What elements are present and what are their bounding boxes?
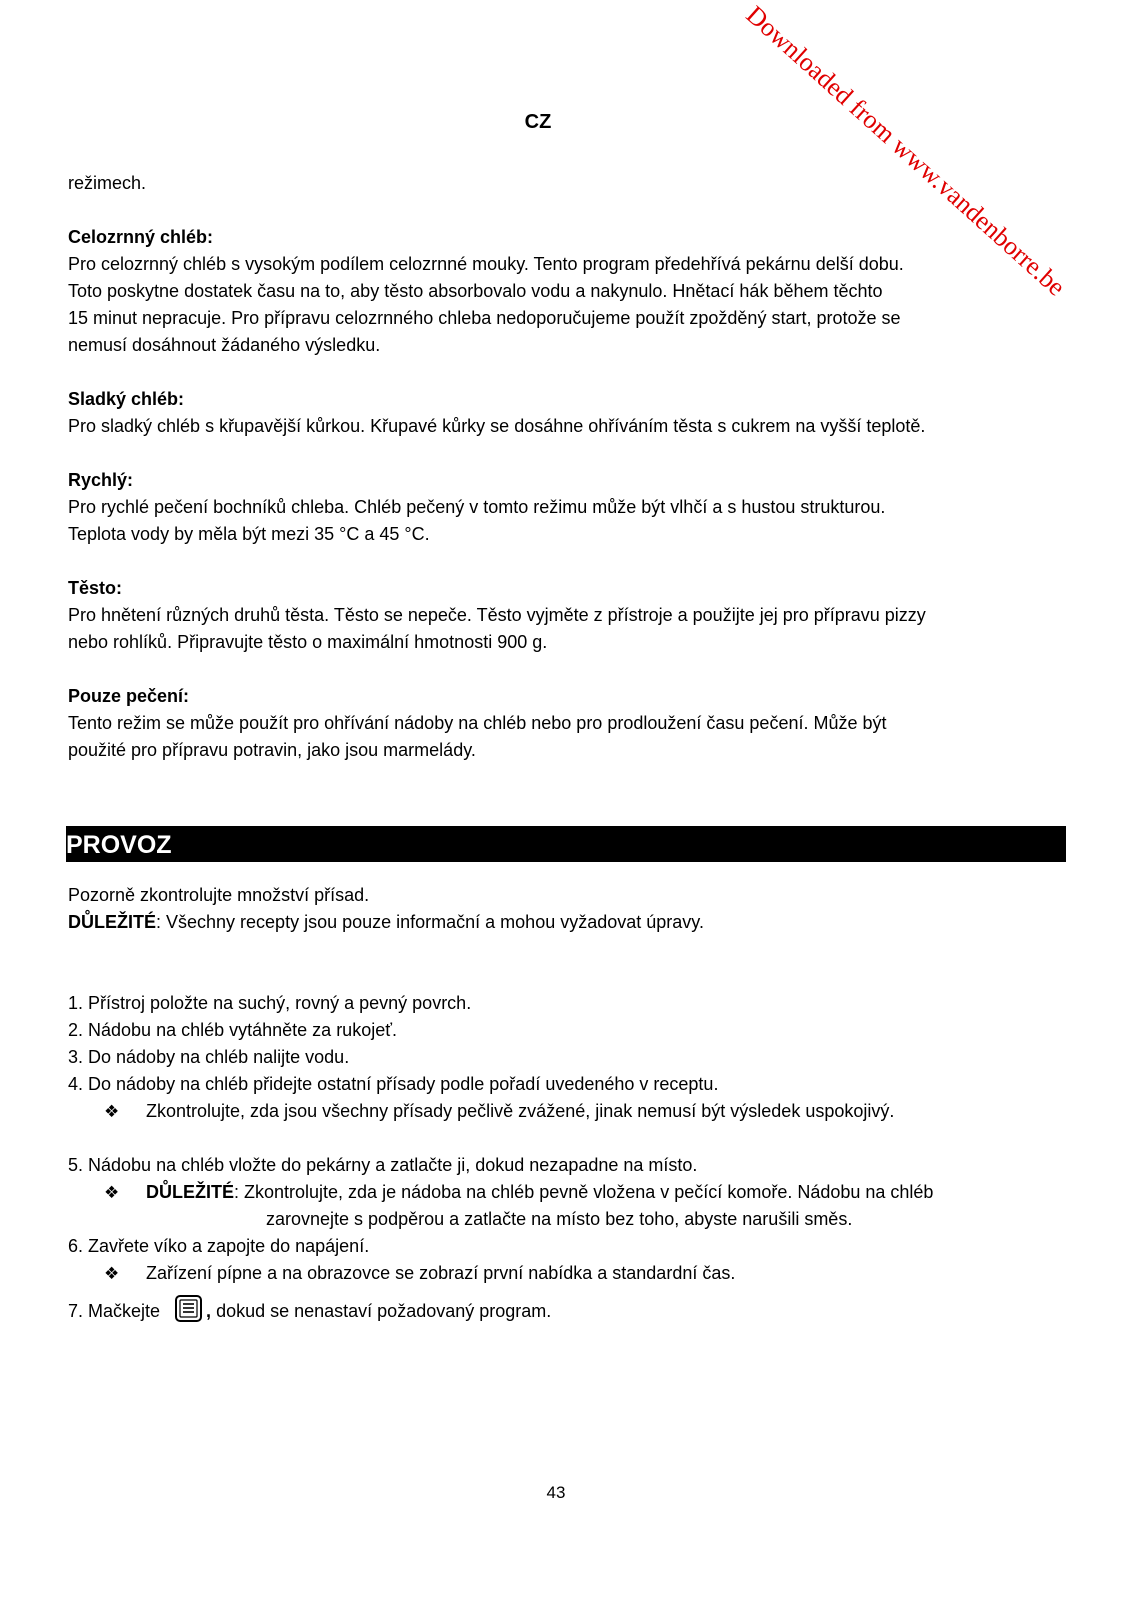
mode-title-whole-grain: Celozrnný chléb: [68, 227, 214, 247]
mode-text-line: Pro celozrnný chléb s vysokým podílem celozrnné mouky. Tento program předehřívá pekárnu delší dobu. [68, 254, 904, 274]
important-label: DŮLEŽITÉ [68, 912, 156, 932]
step-7 [68, 1295, 1068, 1325]
bullet-icon: ❖ [104, 1183, 120, 1202]
mode-text-line: použité pro přípravu potravin, jako jsou marmelády. [68, 740, 476, 760]
mode-text-line: nemusí dosáhnout žádaného výsledku. [68, 335, 381, 355]
mode-title-fast: Rychlý: [68, 470, 134, 490]
step-4-note-text: Zkontrolujte, zda jsou všechny přísady pečlivě zvážené, jinak nemusí být výsledek uspokojivý. [146, 1101, 895, 1121]
mode-text-line: Pro rychlé pečení bochníků chleba. Chléb pečený v tomto režimu může být vlhčí a s hustou strukturou. [68, 497, 886, 517]
step-5-note-text: : Zkontrolujte, zda je nádoba na chléb pevně vložena v pečící komoře. Nádobu na chléb [234, 1182, 934, 1202]
important-note [68, 909, 1068, 936]
mode-text-line: Teplota vody by měla být mezi 35 °C a 45 °C. [68, 524, 430, 544]
important-text: : Všechny recepty jsou pouze informační a mohou vyžadovat úpravy. [156, 912, 704, 932]
mode-title-sweet: Sladký chléb: [68, 389, 185, 409]
step-5-note-cont [68, 1206, 1068, 1233]
section-title-bar: PROVOZ [66, 826, 1066, 862]
mode-text-line: Tento režim se může použít pro ohřívání nádoby na chléb nebo pro prodloužení času pečení. Může být [68, 713, 887, 733]
mode-text-line: Pro sladký chléb s křupavější kůrkou. Křupavé kůrky se dosáhne ohříváním těsta s cukrem na vyšší teplotě. [68, 416, 926, 436]
page-header-lang: CZ [524, 111, 552, 133]
step-6-note-text: Zařízení pípne a na obrazovce se zobrazí první nabídka a standardní čas. [146, 1263, 736, 1283]
step-6-note [68, 1260, 1068, 1287]
step-4-note [68, 1098, 1068, 1125]
step-7-pre: 7. Mačkejte [68, 1301, 161, 1321]
intro-tail: režimech. [68, 173, 147, 193]
step-1: 1. Přístroj položte na suchý, rovný a pevný povrch. [68, 993, 472, 1013]
content [68, 170, 1068, 1325]
step-4: 4. Do nádoby na chléb přidejte ostatní přísady podle pořadí uvedeného v receptu. [68, 1074, 719, 1094]
step-6: 6. Zavřete víko a zapojte do napájení. [68, 1236, 370, 1256]
bullet-icon: ❖ [104, 1102, 120, 1121]
step-7-post: dokud se nenastaví požadovaný program. [211, 1301, 552, 1321]
bullet-icon: ❖ [104, 1264, 120, 1283]
page-number: 43 [546, 1483, 566, 1502]
mode-title-dough: Těsto: [68, 578, 122, 598]
mode-text-line: Toto poskytne dostatek času na to, aby těsto absorbovalo vodu a nakynulo. Hnětací hák během těchto [68, 281, 883, 301]
step-5-important-label: DŮLEŽITÉ [146, 1182, 234, 1202]
mode-text-line: Pro hnětení různých druhů těsta. Těsto se nepeče. Těsto vyjměte z přístroje a použijte jej pro přípravu pizzy [68, 605, 926, 625]
step-7-comma: , [206, 1301, 212, 1321]
step-5: 5. Nádobu na chléb vložte do pekárny a zatlačte ji, dokud nezapadne na místo. [68, 1155, 698, 1175]
mode-text-line: 15 minut nepracuje. Pro přípravu celozrnného chleba nedoporučujeme použít zpožděný start, protože se [68, 308, 901, 328]
step-5-note [68, 1179, 1068, 1206]
mode-title-bake-only: Pouze pečení: [68, 686, 190, 706]
menu-icon [174, 1295, 204, 1323]
step-2: 2. Nádobu na chléb vytáhněte za rukojeť. [68, 1020, 397, 1040]
mode-text-line: nebo rohlíků. Připravujte těsto o maximální hmotnosti 900 g. [68, 632, 548, 652]
step-3: 3. Do nádoby na chléb nalijte vodu. [68, 1047, 350, 1067]
step-5-note-cont-text: zarovnejte s podpěrou a zatlačte na místo bez toho, abyste narušili směs. [266, 1209, 853, 1229]
check-ingredients-note: Pozorně zkontrolujte množství přísad. [68, 885, 370, 905]
watermark: Downloaded from www.vandenborre.be [740, 0, 1072, 302]
